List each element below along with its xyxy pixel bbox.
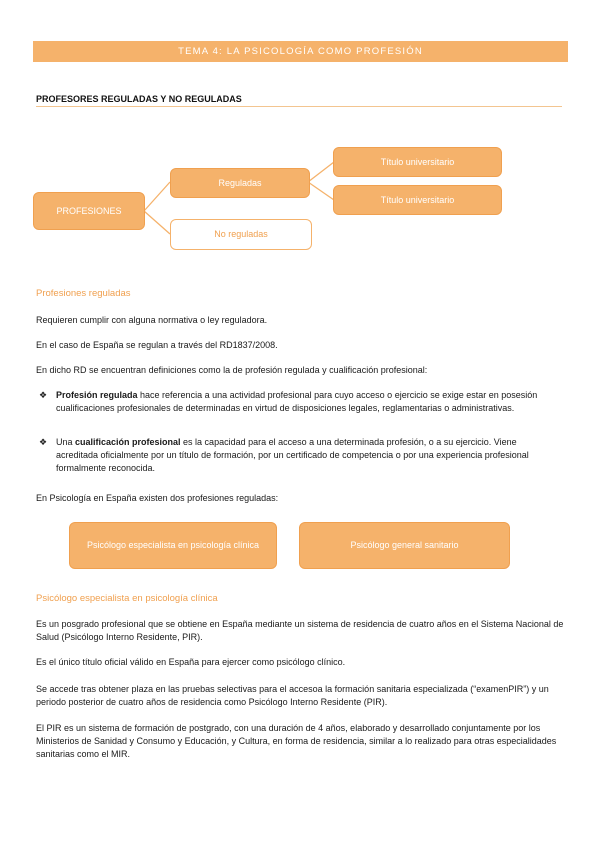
page-banner: TEMA 4: LA PSICOLOGÍA COMO PROFESIÓN <box>33 41 568 62</box>
section-title: PROFESORES REGULADAS Y NO REGULADAS <box>36 94 242 104</box>
connector-root-regulated <box>144 182 170 211</box>
subheading-clinical: Psicólogo especialista en psicología clínica <box>36 593 218 604</box>
paragraph: Es el único título oficial válido en España para ejercer como psicólogo clínico. <box>36 657 346 667</box>
connector-root-unregulated <box>144 211 170 234</box>
connector-regulated-leaf1 <box>308 162 334 182</box>
term-bold: cualificación profesional <box>75 437 181 447</box>
subheading-regulated: Profesiones reguladas <box>36 288 131 299</box>
box-general-health-psychologist: Psicólogo general sanitario <box>299 522 510 569</box>
diagram-leaf-title-1: Título universitario <box>333 147 502 177</box>
paragraph: En dicho RD se encuentran definiciones como la de profesión regulada y cualificación profesional: <box>36 365 428 375</box>
paragraph: En Psicología en España existen dos profesiones reguladas: <box>36 493 279 503</box>
box-clinical-psychologist: Psicólogo especialista en psicología clínica <box>69 522 277 569</box>
diagram-node-unregulated: No reguladas <box>170 219 312 250</box>
diagram-node-regulated: Reguladas <box>170 168 310 198</box>
paragraph: En el caso de España se regulan a través del RD1837/2008. <box>36 340 278 350</box>
paragraph: Requieren cumplir con alguna normativa o ley reguladora. <box>36 315 268 325</box>
list-item-regulated-profession: ❖ Profesión regulada hace referencia a una actividad profesional para cuyo acceso o ejercicio se exige estar en posesión cualificaciones profesionales de determinadas en virtud de disposiciones legales, reglamentarias o administrativas. <box>39 390 538 413</box>
paragraph: Es un posgrado profesional que se obtiene en España mediante un sistema de residencia de cuatro años en el Sistema Nacional de Salud (Psicólogo Interno Residente, PIR). <box>36 619 564 642</box>
connector-regulated-leaf2 <box>308 182 334 200</box>
diamond-bullet-icon: ❖ <box>39 390 48 400</box>
diamond-bullet-icon: ❖ <box>39 437 48 447</box>
term-bold: Profesión regulada <box>56 390 138 400</box>
paragraph: Se accede tras obtener plaza en las pruebas selectivas para el accesoa la formación sanitaria especializada (“examenPIR”) y un periodo posterior de cuatro años de residencia como Psicólogo Interno Residente (PIR). <box>36 684 549 707</box>
list-item-professional-qualification: ❖ Una cualificación profesional es la capacidad para el acceso a una determinada profesión, o a su ejercicio. Viene acreditada oficialmente por un título de formación, por un certificado de competencia o por una experiencia profesional formalmente reconocida. <box>39 437 529 473</box>
paragraph: El PIR es un sistema de formación de postgrado, con una duración de 4 años, elaborado y desarrollado conjuntamente por los Ministerios de Sanidad y Consumo y Educación, y Cultura, en forma de residencia, similar a lo realizado para otras especialidades sanitarias como el MIR. <box>36 723 557 759</box>
diagram-leaf-title-2: Título universitario <box>333 185 502 215</box>
diagram-root-professions: PROFESIONES <box>33 192 145 230</box>
